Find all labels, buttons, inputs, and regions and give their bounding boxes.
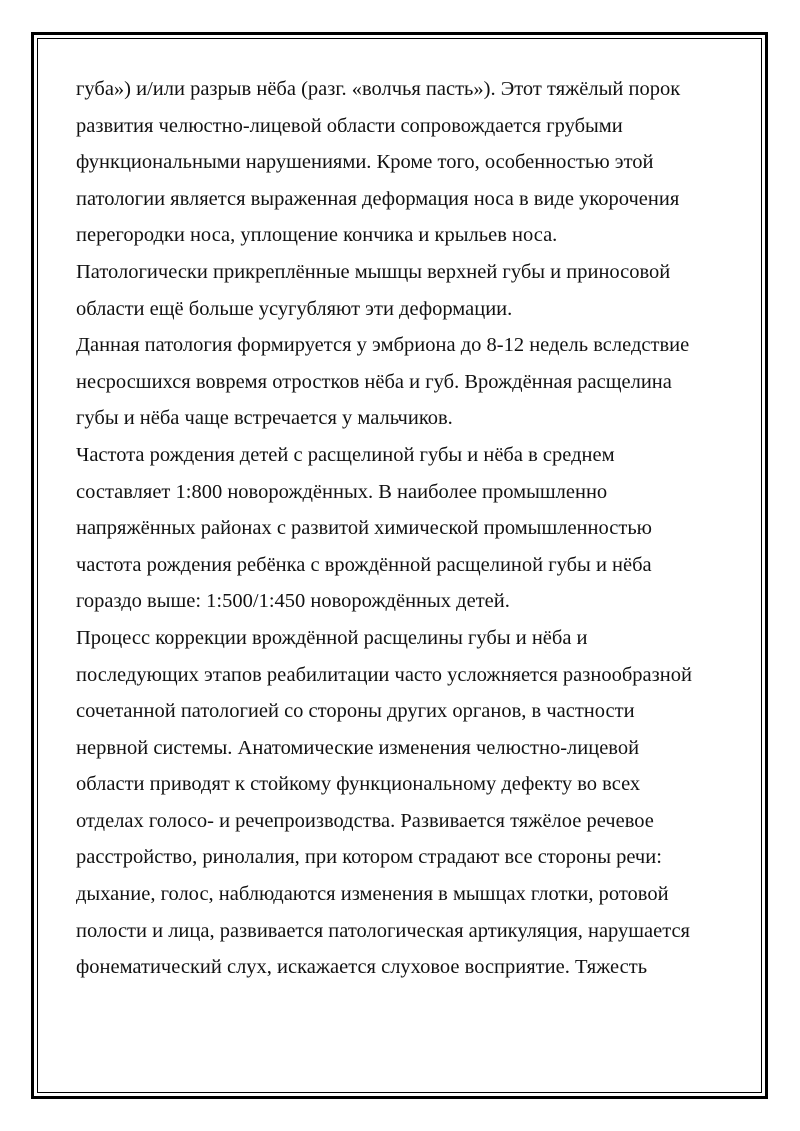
text-line: частота рождения ребёнка с врождённой расщелиной губы и нёба [76,553,652,576]
text-line: составляет 1:800 новорождённых. В наиболее промышленно [76,480,608,503]
text-line: развития челюстно-лицевой области сопровождается грубыми [76,114,623,137]
text-line: перегородки носа, уплощение кончика и крыльев носа. [76,224,558,247]
text-line: расстройство, ринолалия, при котором страдают все стороны речи: [76,846,662,869]
document-body [76,71,736,986]
text-line: Данная патология формируется у эмбриона до 8-12 недель вследствие [76,334,690,357]
text-line: последующих этапов реабилитации часто усложняется разнообразной [76,663,692,686]
text-line: губа») и/или разрыв нёба (разг. «волчья пасть»). Этот тяжёлый порок [76,78,681,100]
text-line: отделах голосо- и речепроизводства. Развивается тяжёлое речевое [76,809,654,832]
text-line: Патологически прикреплённые мышцы верхней губы и приносовой [76,260,671,283]
text-line: напряжённых районах с развитой химической промышленностью [76,517,652,540]
text-line: полости и лица, развивается патологическая артикуляция, нарушается [76,919,690,942]
text-line: функциональными нарушениями. Кроме того, особенностью этой [76,151,654,174]
text-line: гораздо выше: 1:500/1:450 новорождённых детей. [76,590,510,613]
text-line: губы и нёба чаще встречается у мальчиков. [76,407,453,430]
text-line: фонематический слух, искажается слуховое восприятие. Тяжесть [76,956,648,979]
text-line: сочетанной патологией со стороны других органов, в частности [76,700,635,723]
text-line: Процесс коррекции врождённой расщелины губы и нёба и [76,626,588,649]
text-line: несросшихся вовремя отростков нёба и губ. Врождённая расщелина [76,370,672,393]
text-line: патологии является выраженная деформация носа в виде укорочения [76,187,680,210]
text-line: дыхание, голос, наблюдаются изменения в мышцах глотки, ротовой [76,883,669,906]
text-line: Частота рождения детей с расщелиной губы и нёба в среднем [76,443,615,466]
text-line: нервной системы. Анатомические изменения челюстно-лицевой [76,736,640,759]
text-line: области ещё больше усугубляют эти деформации. [76,297,513,320]
text-line: области приводят к стойкому функциональному дефекту во всех [76,773,641,796]
